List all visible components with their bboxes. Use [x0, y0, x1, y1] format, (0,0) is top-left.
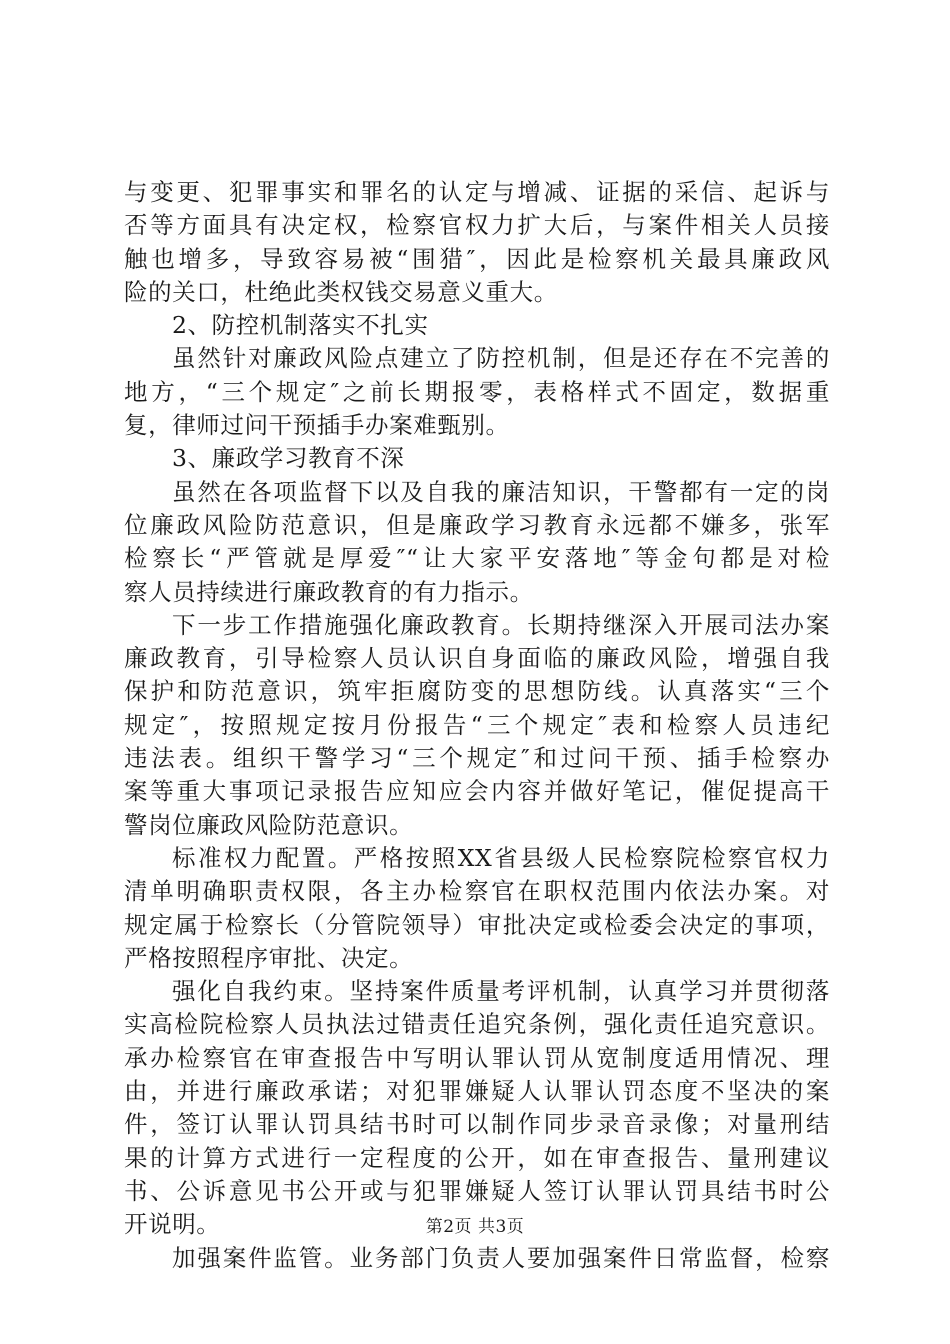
text-line: 承办检察官在审查报告中写明认罪认罚从宽制度适用情况、理: [124, 1043, 830, 1072]
text-line: 复，律师过问干预插手办案难甄别。: [124, 411, 510, 440]
text-line: 强化自我约束。坚持案件质量考评机制，认真学习并贯彻落: [172, 977, 830, 1006]
text-line: 果的计算方式进行一定程度的公开，如在审查报告、量刑建议: [124, 1143, 830, 1172]
page-number-footer: 第2页 共3页: [425, 1217, 525, 1237]
body-text: [124, 176, 830, 1275]
text-line: 严格按照程序审批、决定。: [124, 943, 414, 972]
text-line: 警岗位廉政风险防范意识。: [124, 810, 414, 839]
text-line: 规定″，按照规定按月份报告“三个规定″表和检察人员违纪: [124, 710, 830, 739]
text-line: 下一步工作措施强化廉政教育。长期持继深入开展司法办案: [172, 610, 830, 639]
text-line: 规定属于检察长（分管院领导）审批决定或检委会决定的事项，: [124, 910, 830, 939]
text-line: 标准权力配置。严格按照XX省县级人民检察院检察官权力: [172, 843, 830, 872]
text-line: 由，并进行廉政承诺；对犯罪嫌疑人认罪认罚态度不坚决的案: [124, 1077, 830, 1106]
text-line: 实高检院检察人员执法过错责任追究条例，强化责任追究意识。: [124, 1010, 830, 1039]
text-line: 2、防控机制落实不扎实: [172, 311, 429, 340]
text-line: 险的关口，杜绝此类权钱交易意义重大。: [124, 277, 558, 306]
text-line: 否等方面具有决定权，检察官权力扩大后，与案件相关人员接: [124, 211, 830, 240]
text-line: 与变更、犯罪事实和罪名的认定与增减、证据的采信、起诉与: [124, 178, 830, 206]
text-line: 廉政教育，引导检察人员认识自身面临的廉政风险，增强自我: [124, 644, 830, 673]
text-line: 件，签订认罪认罚具结书时可以制作同步录音录像；对量刑结: [124, 1110, 830, 1139]
text-line: 保护和防范意识，筑牢拒腐防变的思想防线。认真落实“三个: [124, 677, 830, 706]
text-line: 3、廉政学习教育不深: [172, 444, 405, 473]
text-line: 加强案件监管。业务部门负责人要加强案件日常监督，检察: [172, 1243, 830, 1272]
text-line: 虽然在各项监督下以及自我的廉洁知识，干警都有一定的岗: [172, 477, 830, 506]
text-line: 察人员持续进行廉政教育的有力指示。: [124, 577, 534, 606]
text-line: 位廉政风险防范意识，但是廉政学习教育永远都不嫌多，张军: [124, 510, 830, 539]
text-line: 触也增多，导致容易被“围猎″，因此是检察机关最具廉政风: [124, 244, 830, 273]
text-line: 地方，“三个规定″之前长期报零，表格样式不固定，数据重: [124, 377, 830, 406]
text-line: 开说明。: [124, 1210, 221, 1239]
text-line: 书、公诉意见书公开或与犯罪嫌疑人签订认罪认罚具结书时公: [124, 1176, 830, 1205]
text-line: 违法表。组织干警学习“三个规定″和过问干预、插手检察办: [124, 744, 830, 773]
text-line: 清单明确职责权限，各主办检察官在职权范围内依法办案。对: [124, 877, 830, 906]
text-line: 检察长“严管就是厚爱″“让大家平安落地″等金句都是对检: [124, 544, 830, 573]
text-line: 虽然针对廉政风险点建立了防控机制，但是还存在不完善的: [172, 344, 830, 373]
text-line: 案等重大事项记录报告应知应会内容并做好笔记，催促提高干: [124, 777, 830, 806]
